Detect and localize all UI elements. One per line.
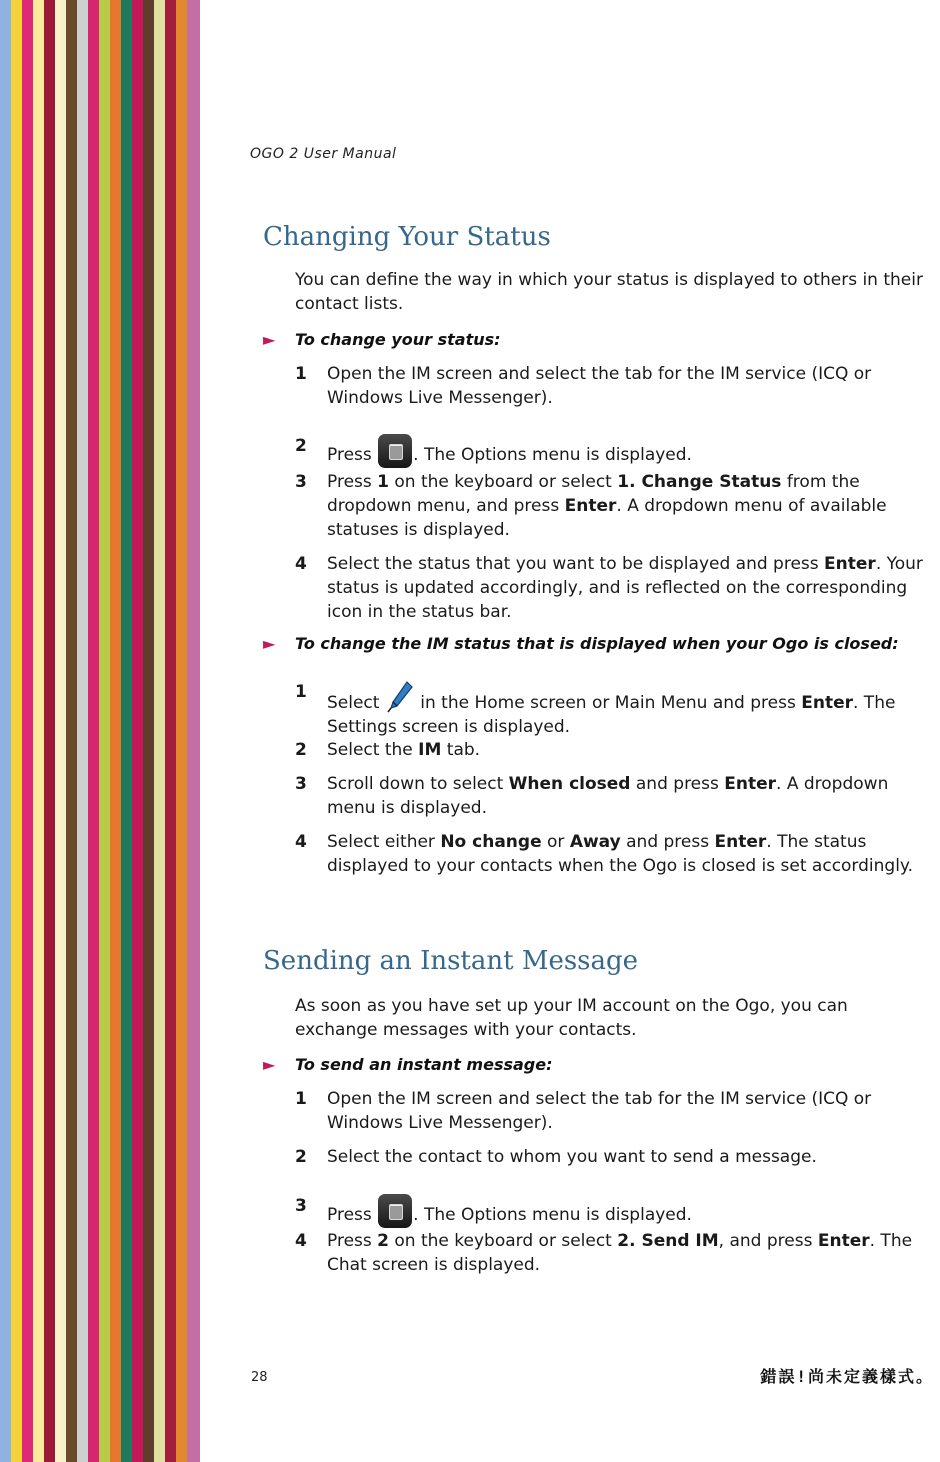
section-intro: As soon as you have set up your IM account on the Ogo, you can exchange messages with your contacts. [295,996,848,1040]
procedure-step: 4 Select the status that you want to be displayed and press Enter. Your status is updated accordingly, and is reflected on the corresponding icon in the status bar. [295,554,923,622]
procedure-step: 2 Select the contact to whom you want to send a message. [295,1147,817,1167]
procedure-step: 3 Scroll down to select When closed and press Enter. A dropdown menu is displayed. [295,774,889,818]
procedure-heading: ► To change the IM status that is displayed when your Ogo is closed: [263,634,899,653]
procedure-step: 1 Open the IM screen and select the tab for the IM service (ICQ or Windows Live Messenger). [295,1089,872,1133]
options-menu-button-icon [378,434,412,468]
procedure-step: 2 Press . The Options menu is displayed. [295,434,940,468]
bullet-arrow-icon: ► [263,1055,276,1074]
procedure-step: 3 Press . The Options menu is displayed. [295,1194,940,1228]
procedure-step: 3 Press 1 on the keyboard or select 1. Change Status from the dropdown menu, and press Enter. A dropdown menu of available statuses is displayed. [295,472,887,540]
procedure-heading: ► To change your status: [263,330,501,349]
procedure-heading: ► To send an instant message: [263,1055,553,1074]
procedure-step: 4 Press 2 on the keyboard or select 2. Send IM, and press Enter. The Chat screen is displayed. [295,1231,913,1275]
decorative-stripe-band [0,0,200,1462]
footer-error-mark: 錯誤!尚未定義樣式。 [760,1367,934,1386]
options-menu-button-icon [378,1194,412,1228]
procedure-step: 1 Open the IM screen and select the tab for the IM service (ICQ or Windows Live Messenger). [295,364,872,408]
procedure-step: 4 Select either No change or Away and press Enter. The status displayed to your contacts when the Ogo is closed is set accordingly. [295,832,913,876]
section-title-sending-im: Sending an Instant Message [263,946,639,976]
running-header: OGO 2 User Manual [250,146,397,162]
page-number: 28 [251,1370,268,1385]
settings-pen-icon [385,680,415,714]
bullet-arrow-icon: ► [263,634,276,653]
section-intro: You can define the way in which your status is displayed to others in their contact lists. [295,270,923,314]
bullet-arrow-icon: ► [263,330,276,349]
procedure-step: 2 Select the IM tab. [295,740,481,760]
procedure-step: 1 Select in the Home screen or Main Menu and press Enter. The Settings screen is displayed. [295,682,896,737]
section-title-changing-status: Changing Your Status [263,222,551,252]
